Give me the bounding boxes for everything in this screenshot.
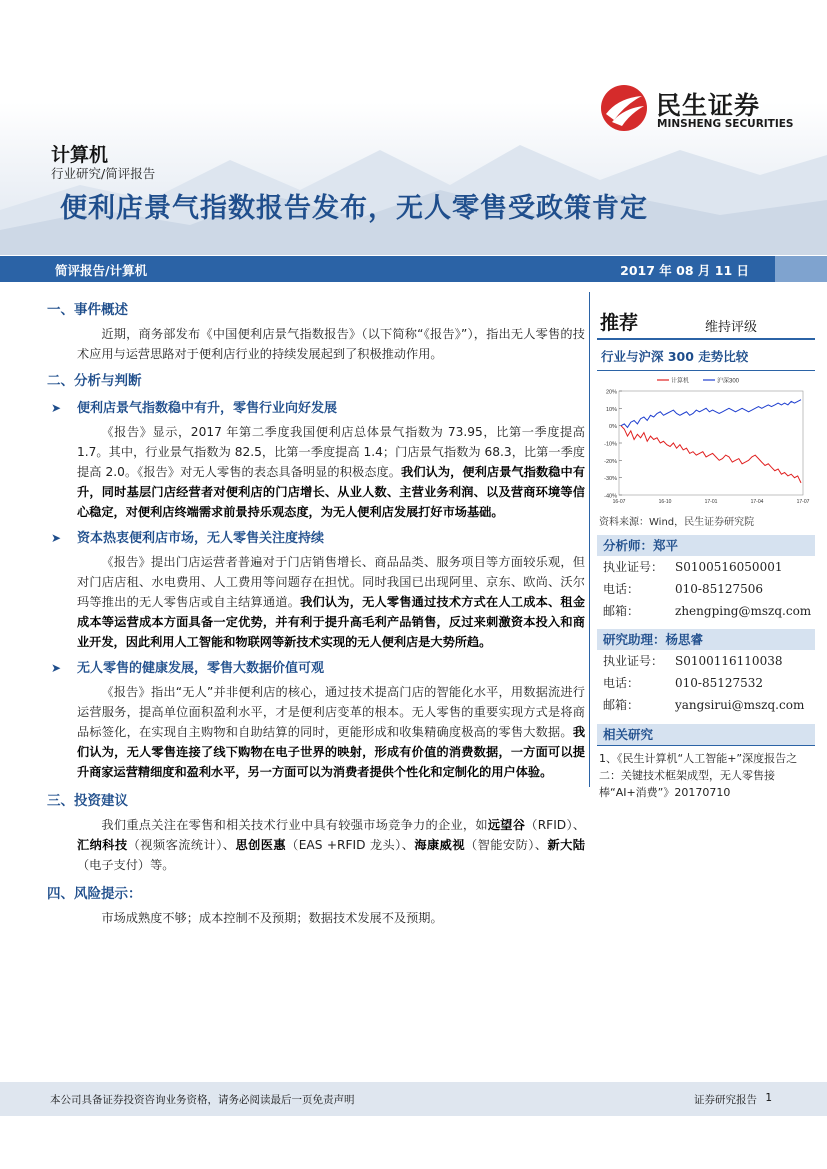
chart-title: 行业与沪深 300 走势比较 [601,349,749,364]
chart-series-line-hs300 [621,400,801,428]
paragraph: 市场成熟度不够；成本控制不及预期；数据技术发展不及预期。 [101,911,443,925]
chart-x-tick-label: 17-07 [796,499,810,505]
related-divider [597,745,815,746]
report-type: 行业研究/简评报告 [51,166,156,181]
chart-divider [597,370,815,371]
assistant-email: 邮箱： yangsirui@mszq.com [603,698,805,712]
chart-legend [657,377,740,385]
chart-plot-frame [619,391,803,495]
rating-note: 维持评级 [705,320,758,335]
page-number: 1 [765,1092,772,1104]
chart-y-tick-label: -20% [604,458,617,465]
sidebar [597,296,815,801]
logo-emblem-icon [600,84,648,132]
report-info-bar [0,256,827,282]
bar-category: 简评报告/计算机 [55,263,148,278]
chart-y-tick-label: 0% [609,424,617,431]
paragraph: 《报告》指出“无人”并非便利店的核心，通过技术提高门店的智能化水平，用数据流进行运营服务，提高单位面积盈利水平，才是便利店变革的根本。无人零售的重要实现方式是将商品标签化，在实现自主购物和自助结算的同时，更能形成和收集精确度极高的零售大数据。我们认为，无人零售连接了线下购物在电子世界的映射，形成有价值的消费数据，一方面可以提升商家运营精细度和盈利水平，另一方面可以为消费者提供个性化和定制化的用户体验。 [77,685,585,779]
logo-english-name: MINSHENG SECURITIES [657,118,794,130]
rating-box [597,296,815,340]
analyst-heading: 分析师：郑平 [597,535,815,556]
analyst-email: 邮箱： zhengping@mszq.com [603,604,812,618]
chart-source: 资料来源：Wind，民生证券研究院 [599,517,755,528]
related-research-heading: 相关研究 [597,724,815,745]
section-heading: 二、分析与判断 [47,373,142,389]
chart-x-tick-label: 16-10 [658,499,672,505]
arrow-bullet-icon: ➤ [51,401,62,415]
footer-label: 证券研究报告 [694,1094,757,1106]
chart-grid [619,391,803,495]
report-date: 2017 年 08 月 11 日 [620,263,749,278]
rating-label: 推荐 [600,312,639,334]
main-content [47,295,585,928]
assistant-phone: 电话： 010-85127532 [603,676,764,690]
sector-label: 计算机 [51,144,109,166]
analyst-license: 执业证号： S0100516050001 [603,560,783,574]
chart-legend-label: 沪深300 [717,378,740,385]
disclaimer-note: 本公司具备证券投资咨询业务资格，请务必阅读最后一页免责声明 [50,1094,355,1106]
chart-y-ticks [604,390,617,500]
section-heading: 三、投资建议 [47,793,128,809]
chart-y-tick-label: -30% [604,476,617,483]
header-banner [0,0,827,255]
paragraph: 《报告》显示，2017 年第二季度我国便利店总体景气指数为 73.95，比第一季度提高 1.7。其中，行业景气指数为 82.5，比第一季度提高 1.4；门店景气指数为 68.3，比第一季度提高 2.0。《报告》对无人零售的表态具备明显的积极态度。我们认为，便利店景气指数稳中有升，同时基层门店经营者对便利店的门店增长、从业人数、主营业务利润、以及营商环境等信心稳定，对便利店终端需求前景持乐观态度，为无人便利店发展打好市场基础。 [77,425,586,519]
chart-x-tick-label: 17-04 [750,499,764,505]
chart-x-tick-label: 16-07 [612,499,626,505]
chart-legend-label: 计算机 [671,378,690,385]
chart-x-tick-label: 17-01 [704,499,718,505]
subsection-heading: ➤ 无人零售的健康发展，零售大数据价值可观 [47,655,585,682]
assistant-heading: 研究助理：杨思睿 [597,629,815,650]
trend-chart [597,373,813,513]
chart-series-line-computer [621,426,801,483]
subsection-heading: ➤ 便利店景气指数稳中有升，零售行业向好发展 [47,395,585,422]
assistant-license: 执业证号： S0100116110038 [603,654,783,668]
paragraph: 近期，商务部发布《中国便利店景气指数报告》（以下简称“《报告》”），指出无人零售的技术应用与运营思路对于便利店行业的持续发展起到了积极推动作用。 [77,327,585,361]
chart-y-tick-label: -10% [604,441,617,448]
analyst-phone: 电话： 010-85127506 [603,582,764,596]
paragraph: 我们重点关注在零售和相关技术行业中具有较强市场竞争力的企业，如远望谷（RFID）、汇纳科技（视频客流统计）、思创医惠（EAS +RFID 龙头）、海康威视（智能安防）、新大陆（电子支付）等。 [77,818,586,872]
column-divider [589,292,590,787]
chart-y-tick-label: 20% [605,389,617,396]
related-research-item[interactable]: 1、《民生计算机“人工智能+”深度报告之二：关键技术框架成型，无人零售接棒“AI+消费”》20170710 [599,752,798,799]
arrow-bullet-icon: ➤ [51,531,62,545]
arrow-bullet-icon: ➤ [51,661,62,675]
company-logo [600,80,800,136]
paragraph: 《报告》提出门店运营者普遍对于门店销售增长、商品品类、服务项目等方面较乐观，但对门店店租、水电费用、人工费用等问题存在担忧。同时我国已出现阿里、京东、欧尚、沃尔玛等推出的无人零售店或自主结算通道。我们认为，无人零售通过技术方式在人工成本、租金成本等运营成本方面具备一定优势，并有利于提升高毛利产品销售，反过来刺激资本投入和商业开发，因此利用人工智能和物联网等新技术实现的无人便利店是大势所趋。 [77,555,586,649]
chart-x-ticks [613,499,810,505]
chart-series-group [621,400,801,483]
bar-accent [775,256,827,282]
section-heading: 四、风险提示： [47,886,142,902]
chart-y-tick-label: 10% [605,406,617,413]
page-footer [0,1082,827,1116]
logo-chinese-name: 民生证券 [656,91,761,120]
chart-y-tick-label: -40% [604,493,617,500]
section-heading: 一、事件概述 [47,302,128,318]
report-title: 便利店景气指数报告发布，无人零售受政策肯定 [60,193,648,224]
subsection-heading: ➤ 资本热衷便利店市场，无人零售关注度持续 [47,525,585,552]
